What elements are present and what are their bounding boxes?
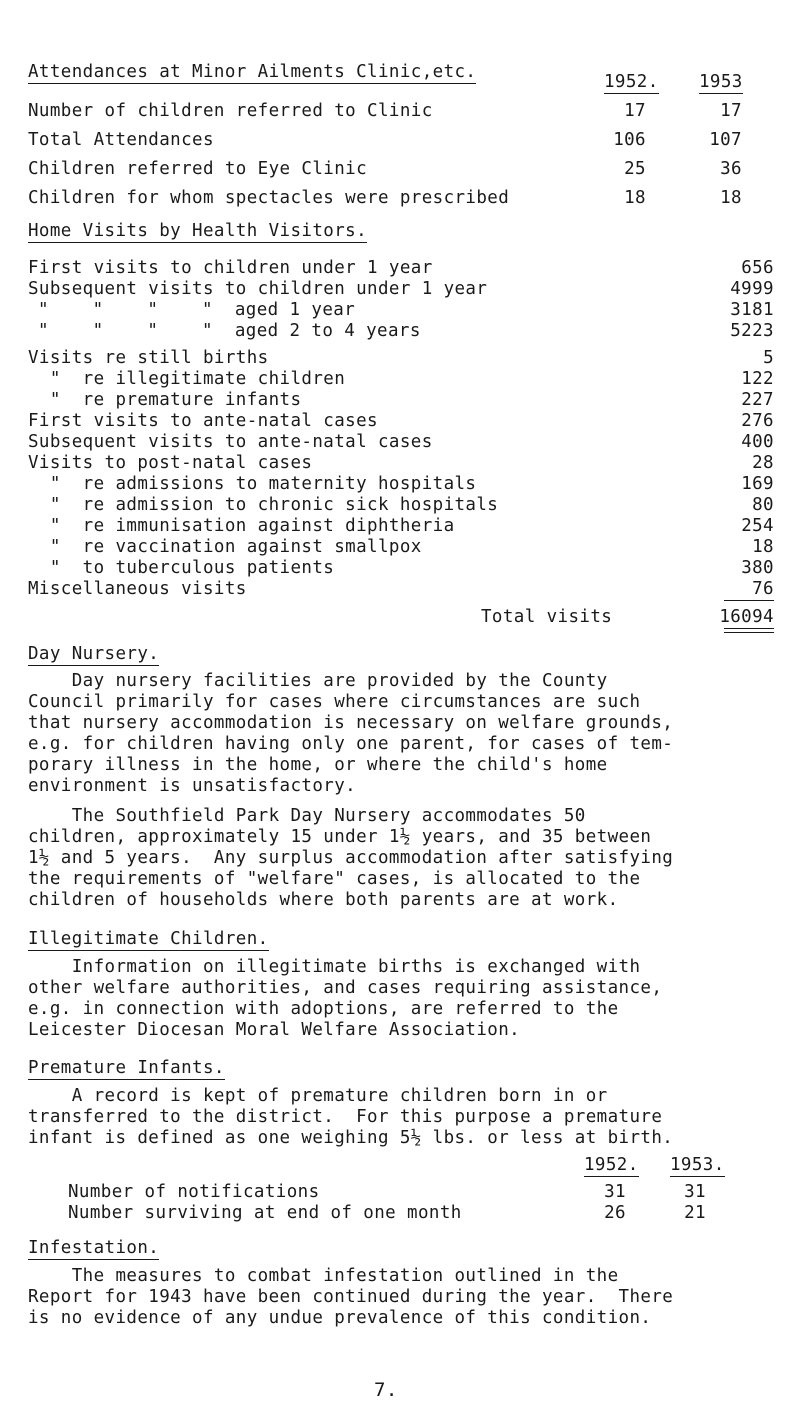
page-number: 7. — [374, 1379, 398, 1401]
body-text: 1½ and 5 years. Any surplus accommodation after satisfying — [28, 848, 674, 868]
attendances-row-1952: 106 — [613, 130, 646, 150]
attendances-row-1953: 36 — [720, 159, 742, 179]
body-text: A record is kept of premature children born in or — [28, 1086, 608, 1106]
visit-value: 5 — [763, 348, 774, 368]
visit-value: 76 — [752, 579, 774, 599]
body-text: children of households where both parents are at work. — [28, 890, 619, 910]
body-text: The Southfield Park Day Nursery accommodates 50 — [28, 806, 586, 826]
visit-value: 28 — [752, 453, 774, 473]
body-text: environment is unsatisfactory. — [28, 776, 357, 796]
premature-year-1953: 1953. — [670, 1155, 725, 1175]
visit-label: Subsequent visits to ante-natal cases — [28, 432, 433, 452]
total-visits-label: Total visits — [481, 607, 613, 627]
body-text: e.g. for children having only one parent, for cases of tem- — [28, 734, 674, 754]
body-text: Day nursery facilities are provided by the County — [28, 671, 608, 691]
body-text: Information on illegitimate births is exchanged with — [28, 957, 641, 977]
total-visits-value: 16094 — [719, 607, 774, 627]
visit-label: " re premature infants — [28, 390, 302, 410]
body-text: e.g. in connection with adoptions, are referred to the — [28, 999, 619, 1019]
body-text: The measures to combat infestation outlined in the — [28, 1266, 619, 1286]
premature-row-label: Number of notifications — [68, 1182, 320, 1202]
visit-value: 80 — [752, 495, 774, 515]
day-nursery-heading: Day Nursery. — [28, 644, 160, 664]
attendances-row-1952: 17 — [624, 101, 646, 121]
premature-row-1953: 31 — [684, 1182, 706, 1202]
body-text: transferred to the district. For this purpose a premature — [28, 1107, 663, 1127]
attendances-row-label: Children for whom spectacles were prescribed — [28, 188, 510, 208]
visit-value: 656 — [741, 258, 774, 278]
attendances-row-label: Number of children referred to Clinic — [28, 101, 433, 121]
premature-row-1953: 21 — [684, 1203, 706, 1223]
total-double-rule — [724, 628, 774, 633]
visit-label: Visits re still births — [28, 348, 269, 368]
body-text: other welfare authorities, and cases requiring assistance, — [28, 978, 663, 998]
visit-value: 227 — [741, 390, 774, 410]
visit-value: 3181 — [730, 300, 774, 320]
visit-value: 400 — [741, 432, 774, 452]
body-text: infant is defined as one weighing 5½ lbs. or less at birth. — [28, 1128, 674, 1148]
visit-label: Visits to post-natal cases — [28, 453, 313, 473]
attendances-row-1952: 25 — [624, 159, 646, 179]
premature-row-1952: 26 — [604, 1203, 626, 1223]
attendances-row-1953: 18 — [720, 188, 742, 208]
body-text: porary illness in the home, or where the child's home — [28, 755, 608, 775]
body-text: children, approximately 15 under 1½ years, and 35 between — [28, 827, 652, 847]
premature-year-1952: 1952. — [584, 1155, 639, 1175]
visit-value: 380 — [741, 558, 774, 578]
body-text: the requirements of "welfare" cases, is allocated to the — [28, 869, 641, 889]
infestation-heading: Infestation. — [28, 1238, 160, 1258]
visit-label: First visits to ante-natal cases — [28, 411, 378, 431]
visit-label: Subsequent visits to children under 1 year — [28, 279, 488, 299]
premature-row-1952: 31 — [604, 1182, 626, 1202]
attendances-row-1953: 17 — [720, 101, 742, 121]
visit-label: " re immunisation against diphtheria — [28, 516, 455, 536]
attendances-row-1953: 107 — [709, 130, 742, 150]
visit-label: " re admissions to maternity hospitals — [28, 474, 477, 494]
home-visits-heading: Home Visits by Health Visitors. — [28, 221, 368, 241]
visit-label: " " " " aged 1 year — [38, 300, 356, 320]
attendances-row-label: Total Attendances — [28, 130, 214, 150]
visit-label: " re illegitimate children — [28, 369, 346, 389]
visit-value: 276 — [741, 411, 774, 431]
premature-heading: Premature Infants. — [28, 1058, 225, 1078]
attendances-heading: Attendances at Minor Ailments Clinic,etc. — [28, 62, 477, 82]
visit-label: " re vaccination against smallpox — [28, 537, 422, 557]
visit-value: 4999 — [730, 279, 774, 299]
attendances-row-1952: 18 — [624, 188, 646, 208]
visit-label: First visits to children under 1 year — [28, 258, 433, 278]
illegitimate-heading: Illegitimate Children. — [28, 929, 269, 949]
visit-value: 254 — [741, 516, 774, 536]
body-text: is no evidence of any undue prevalence of this condition. — [28, 1308, 652, 1328]
premature-row-label: Number surviving at end of one month — [68, 1203, 462, 1223]
attendances-row-label: Children referred to Eye Clinic — [28, 159, 368, 179]
body-text: that nursery accommodation is necessary on welfare grounds, — [28, 713, 674, 733]
body-text: Report for 1943 have been continued during the year. There — [28, 1287, 674, 1307]
attendances-year-1952: 1952. — [604, 72, 659, 92]
visit-value: 122 — [741, 369, 774, 389]
visit-label: " " " " aged 2 to 4 years — [38, 321, 421, 341]
attendances-year-1953: 1953 — [699, 72, 743, 92]
visit-label: Miscellaneous visits — [28, 579, 247, 599]
visit-value: 18 — [752, 537, 774, 557]
visit-label: " re admission to chronic sick hospitals — [28, 495, 499, 515]
visit-label: " to tuberculous patients — [28, 558, 335, 578]
visit-value: 5223 — [730, 321, 774, 341]
sum-rule — [724, 600, 774, 601]
body-text: Leicester Diocesan Moral Welfare Association. — [28, 1020, 521, 1040]
visit-value: 169 — [741, 474, 774, 494]
body-text: Council primarily for cases where circumstances are such — [28, 692, 641, 712]
